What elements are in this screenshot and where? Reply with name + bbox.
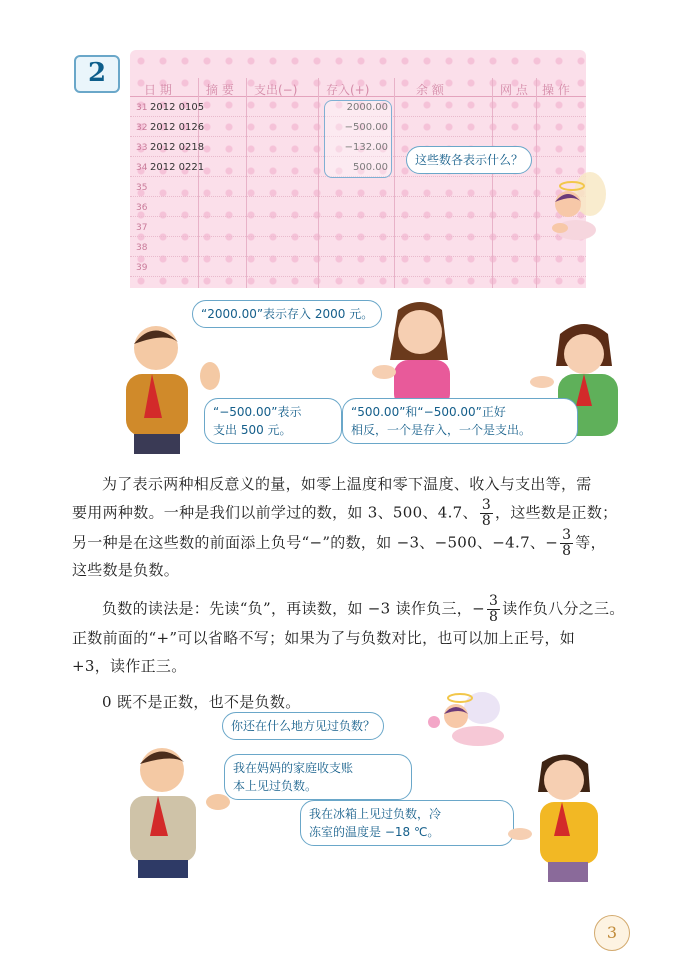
paragraph-line	[72, 498, 632, 529]
text-run: 另一种是在这些数的前面添上负号“−”的数，如 −3、−500、−4.7、−	[72, 533, 559, 552]
passbook-row-line	[130, 256, 586, 257]
girl-figure-bottom-icon	[508, 748, 612, 884]
passbook-header-date: 日 期	[144, 83, 172, 97]
paragraph-reading-rule	[72, 594, 632, 625]
fraction-three-eighths	[487, 594, 500, 625]
paragraph-positive-negative-definition	[72, 470, 632, 498]
paragraph-line	[72, 652, 632, 680]
amounts-highlight-frame	[324, 100, 392, 178]
fraction-denominator: 8	[488, 609, 499, 625]
text-run: 为了表示两种相反意义的量，如零上温度和零下温度、收入与支出等，需	[102, 475, 592, 493]
passbook-row-number: 38	[136, 243, 148, 253]
text-run: 正数前面的“+”可以省略不写；如果为了与负数对比，也可以加上正号，如	[72, 629, 576, 647]
text-run: 0 既不是正数，也不是负数。	[102, 693, 301, 711]
bubble-line: 本上见过负数。	[233, 779, 318, 793]
fraction-three-eighths	[560, 528, 573, 559]
bubble-line: 我在妈妈的家庭收支账	[233, 761, 354, 775]
page-number: 3	[594, 915, 630, 951]
bubble-line: 支出 500 元。	[213, 423, 292, 437]
boy-bottom-speech-bubble	[224, 754, 412, 800]
text-run: 这些数是负数。	[72, 561, 180, 579]
girl-middle-speech-bubble: “2000.00”表示存入 2000 元。	[192, 300, 382, 328]
passbook-row-number: 32	[136, 123, 148, 133]
passbook-row-number: 31	[136, 103, 148, 113]
passbook-row-date: 2012 0221	[150, 162, 205, 173]
passbook-header-expense: 支出(−)	[254, 83, 298, 97]
bubble-line: 冻室的温度是 −18 ℃。	[309, 825, 440, 839]
text-run: 要用两种数。一种是我们以前学过的数，如 3、500、4.7、	[72, 503, 478, 522]
passbook-row-date: 2012 0126	[150, 122, 205, 133]
boy-figure-bottom-icon	[114, 740, 238, 880]
fraction-denominator: 8	[562, 543, 572, 559]
passbook-header-summary: 摘 要	[206, 83, 234, 97]
passbook-row-amount: −132.00	[344, 142, 388, 153]
passbook-row-number: 33	[136, 143, 148, 153]
fraction-denominator: 8	[481, 513, 492, 529]
paragraph-line	[72, 528, 632, 559]
passbook-row-date: 2012 0105	[150, 102, 205, 113]
fraction-numerator: 3	[488, 593, 499, 609]
passbook-row-line	[130, 276, 586, 277]
passbook-row-amount: 2000.00	[346, 102, 388, 113]
text-run: 负数的读法是：先读“负”，再读数，如 −3 读作负三，−	[102, 599, 485, 618]
text-run: 等，	[575, 533, 606, 552]
passbook-row-amount: −500.00	[344, 122, 388, 133]
passbook-row-number: 37	[136, 223, 148, 233]
passbook-header-balance: 余 额	[416, 83, 444, 97]
paragraph-line	[72, 556, 632, 584]
passbook-row-number: 36	[136, 203, 148, 213]
boy-left-speech-bubble	[204, 398, 342, 444]
passbook-row-date: 2012 0218	[150, 142, 205, 153]
text-run: 读作负八分之三。	[502, 599, 625, 618]
passbook-header-deposit: 存入(+)	[326, 83, 370, 97]
passbook-row-line	[130, 216, 586, 217]
angel-figure-icon	[538, 172, 608, 252]
bubble-line: “−500.00”表示	[213, 405, 302, 419]
paragraph-line	[72, 624, 632, 652]
fraction-numerator: 3	[562, 527, 572, 543]
girl-figure-middle-icon	[372, 298, 468, 410]
passbook-row-number: 34	[136, 163, 148, 173]
passbook-row-amount: 500.00	[353, 162, 388, 173]
bubble-line: “500.00”和“−500.00”正好	[351, 405, 506, 419]
bubble-line: 我在冰箱上见过负数，冷	[309, 807, 442, 821]
passbook-header-branch: 网 点	[500, 83, 528, 97]
passbook-row-number: 35	[136, 183, 148, 193]
fraction-numerator: 3	[481, 497, 492, 513]
girl-bottom-speech-bubble	[300, 800, 514, 846]
angel-figure-bottom-icon	[426, 690, 512, 756]
angel-question-bubble: 这些数各表示什么？	[406, 146, 532, 174]
passbook-row-line	[130, 236, 586, 237]
example-number-badge: 2	[74, 55, 120, 93]
angel-bottom-speech-bubble: 你还在什么地方见过负数？	[222, 712, 384, 740]
passbook-header-operator: 操 作	[542, 83, 570, 97]
text-run: +3，读作正三。	[72, 657, 187, 675]
bubble-line: 相反，一个是存入，一个是支出。	[351, 423, 532, 437]
fraction-three-eighths	[480, 498, 493, 529]
girl-right-speech-bubble	[342, 398, 578, 444]
passbook-row-line	[130, 196, 586, 197]
text-run: ，这些数是正数；	[495, 503, 618, 522]
passbook-row-number: 39	[136, 263, 148, 273]
